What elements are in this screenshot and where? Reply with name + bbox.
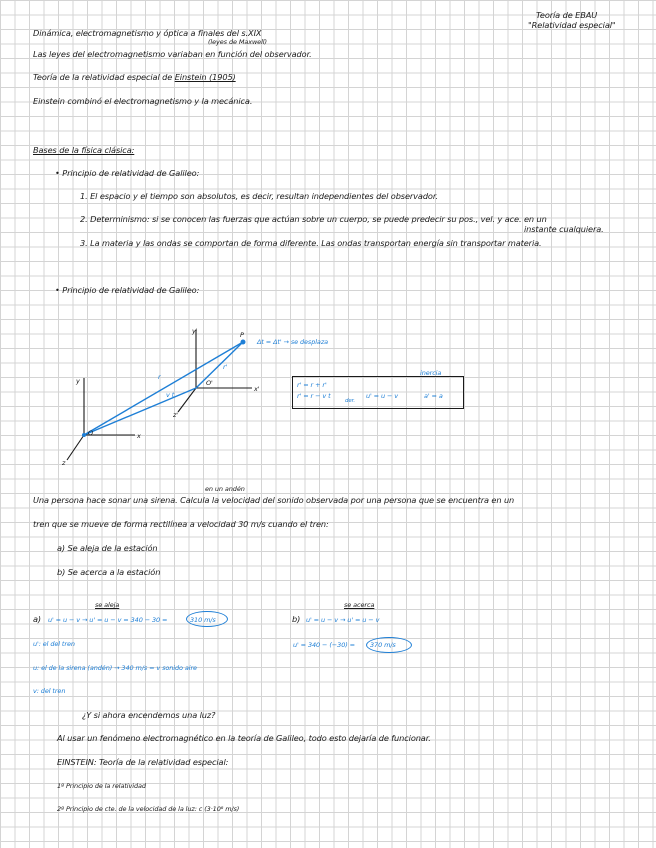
section-heading: Bases de la física clásica: bbox=[33, 145, 135, 155]
intro-line-2: Las leyes del electromagnetismo variaban en función del observador. bbox=[33, 49, 312, 59]
problem-line-1: Una persona hace sonar una sirena. Calcula la velocidad del sonido observada por una persona que se encuentra en un bbox=[33, 495, 515, 505]
intro-line-1: Dinámica, electromagnetismo y óptica a finales del s.XIX bbox=[33, 28, 262, 38]
heading-se-acerca: se acerca bbox=[344, 601, 375, 609]
label-rprime: r' bbox=[223, 363, 228, 371]
sol-a-equation: u' = u − v → u' = u − v = 340 − 30 = bbox=[48, 616, 168, 624]
vt-vector bbox=[84, 388, 196, 435]
list-item: 3. La materia y las ondas se comportan de forma diferente. Las ondas transportan energía sin transportar materia. bbox=[80, 238, 542, 248]
section2-bullet: • Principio de relatividad de Galileo: bbox=[55, 285, 200, 295]
point-p bbox=[241, 340, 246, 345]
sol-b-label: b) bbox=[292, 614, 301, 624]
sol-note-1: u': el del tren bbox=[33, 640, 75, 648]
eq-velocity: u' = u − v bbox=[366, 392, 399, 400]
sol-note-3: v: del tren bbox=[33, 687, 66, 695]
label-z2-axis: z' bbox=[173, 411, 178, 419]
origin-o bbox=[82, 433, 86, 437]
intro-line-4: Einstein combinó el electromagnetismo y la mecánica. bbox=[33, 96, 253, 106]
eq-position-1: r' = r + r' bbox=[297, 381, 327, 389]
intro-note: (leyes de Maxwell) bbox=[208, 38, 267, 46]
eq-position-2: r' = r − v t bbox=[297, 392, 331, 400]
problem-line-2: tren que se mueve de forma rectilínea a velocidad 30 m/s cuando el tren: bbox=[33, 519, 329, 529]
section-bullet: • Principio de relatividad de Galileo: bbox=[55, 168, 200, 178]
intro-line-3-prefix: Teoría de la relatividad especial de bbox=[33, 72, 173, 82]
eq-deriv: der. bbox=[345, 398, 355, 404]
o-z-axis bbox=[67, 435, 84, 460]
problem-part-a: a) Se aleja de la estación bbox=[57, 543, 158, 553]
principle-2: 2º Principio de cte. de la velocidad de la luz: c (3·10⁸ m/s) bbox=[57, 805, 240, 813]
label-y-axis: y bbox=[76, 377, 80, 385]
page-title: Teoría de EBAU bbox=[536, 10, 598, 20]
heading-se-aleja: se aleja bbox=[95, 601, 120, 609]
closing-line-2: EINSTEIN: Teoría de la relatividad especial: bbox=[57, 757, 229, 767]
principle-1: 1º Principio de la relatividad bbox=[57, 782, 146, 790]
sol-b-result: 370 m/s bbox=[370, 641, 396, 649]
sol-b-equation-2: u' = 340 − (−30) = bbox=[293, 641, 355, 649]
label-z-axis: z bbox=[62, 459, 66, 467]
label-x-axis: x bbox=[137, 432, 141, 440]
sol-b-equation: u' = u − v → u' = u − v bbox=[306, 616, 380, 624]
label-p: P bbox=[240, 331, 244, 339]
sol-a-result: 310 m/s bbox=[190, 616, 216, 624]
eq-acceleration: a' = a bbox=[424, 392, 443, 400]
sol-note-2: u: el de la sirena (andén) → 340 m/s = v sonido aire bbox=[33, 664, 197, 672]
list-item: 1. El espacio y el tiempo son absolutos, es decir, resultan independientes del observador. bbox=[80, 191, 438, 201]
label-r: r bbox=[158, 373, 161, 381]
label-oprime: O' bbox=[206, 379, 213, 387]
label-x2-axis: x' bbox=[254, 385, 260, 393]
list-item-continuation: instante cualquiera. bbox=[524, 224, 604, 234]
sol-a-label: a) bbox=[33, 614, 42, 624]
diagram-note: Δt = Δt' → se desplaza bbox=[257, 338, 329, 346]
problem-annotation: en un andén bbox=[205, 485, 245, 493]
label-o: O bbox=[88, 429, 94, 437]
label-vt: v t bbox=[166, 391, 175, 399]
problem-part-b: b) Se acerca a la estación bbox=[57, 567, 161, 577]
inertia-label: inercia bbox=[420, 369, 442, 377]
einstein-name: Einstein (1905) bbox=[174, 72, 236, 82]
page-subtitle: "Relatividad especial" bbox=[528, 20, 616, 30]
closing-question: ¿Y si ahora encendemos una luz? bbox=[82, 710, 216, 720]
label-y2-axis: y' bbox=[192, 327, 198, 335]
list-item: 2. Determinismo: si se conocen las fuerzas que actúan sobre un cuerpo, se puede predecir su pos., vel. y ace. en un bbox=[80, 214, 547, 224]
closing-line-1: Al usar un fenómeno electromagnético en la teoría de Galileo, todo esto dejaría de funcionar. bbox=[57, 733, 431, 743]
